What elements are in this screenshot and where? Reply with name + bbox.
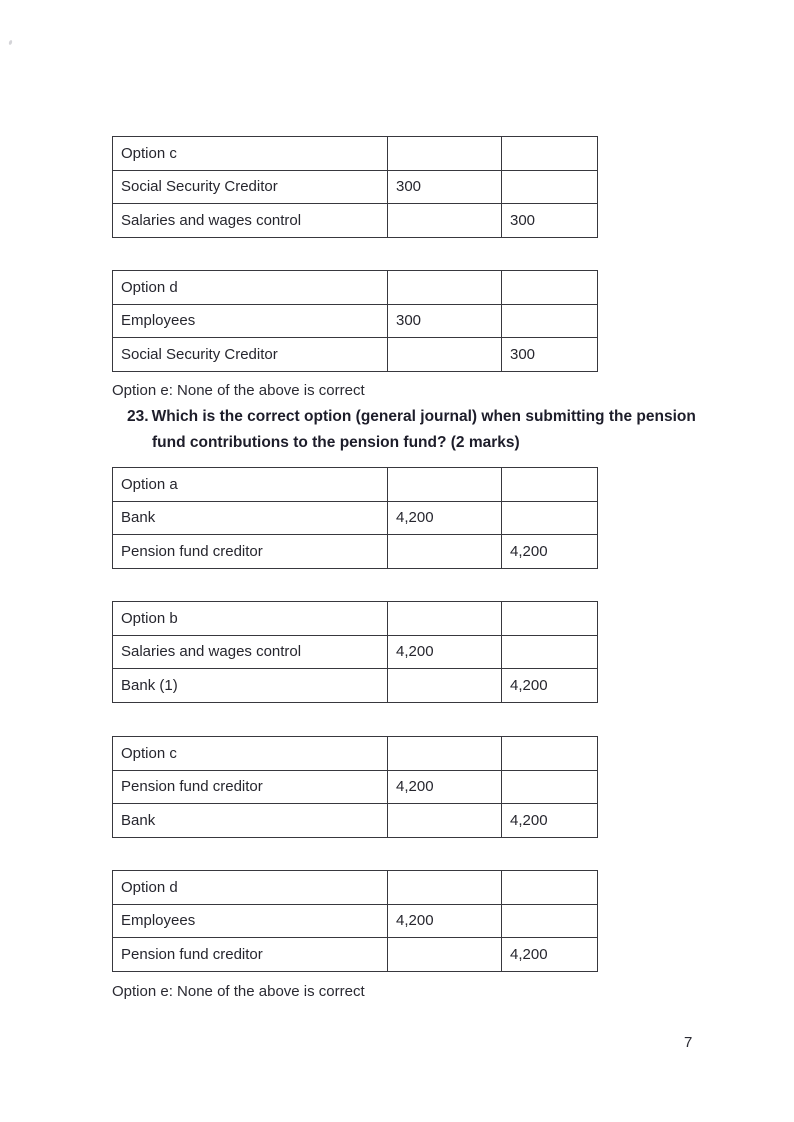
question-23-line1 <box>127 408 696 426</box>
account-cell: Employees <box>113 904 388 938</box>
table-row <box>113 271 598 305</box>
credit-cell: 4,200 <box>502 804 598 838</box>
table-row <box>113 468 598 502</box>
table-row <box>113 137 598 171</box>
account-cell: Social Security Creditor <box>113 338 388 372</box>
table-1-option-c <box>112 136 598 238</box>
credit-cell <box>502 904 598 938</box>
credit-cell: 4,200 <box>502 669 598 703</box>
credit-cell <box>502 271 598 305</box>
debit-cell <box>388 602 502 636</box>
account-cell: Bank <box>113 501 388 535</box>
credit-cell: 300 <box>502 338 598 372</box>
credit-cell <box>502 137 598 171</box>
option-e-text: Option e: None of the above is correct <box>112 983 365 1000</box>
table-row <box>113 501 598 535</box>
question-number: 23. <box>127 408 149 425</box>
table-row <box>113 871 598 905</box>
credit-cell <box>502 635 598 669</box>
table-row <box>113 635 598 669</box>
page-number: 7 <box>684 1034 693 1051</box>
account-cell: Pension fund creditor <box>113 938 388 972</box>
option-header-cell: Option c <box>113 137 388 171</box>
debit-cell: 300 <box>388 304 502 338</box>
credit-cell <box>502 304 598 338</box>
credit-cell <box>502 737 598 771</box>
debit-cell <box>388 204 502 238</box>
debit-cell <box>388 669 502 703</box>
debit-cell <box>388 871 502 905</box>
table-row <box>113 737 598 771</box>
debit-cell <box>388 804 502 838</box>
credit-cell: 300 <box>502 204 598 238</box>
credit-cell: 4,200 <box>502 938 598 972</box>
table-6-option-d <box>112 870 598 972</box>
option-header-cell: Option d <box>113 271 388 305</box>
debit-cell <box>388 338 502 372</box>
option-e-text: Option e: None of the above is correct <box>112 382 365 399</box>
option-header-cell: Option b <box>113 602 388 636</box>
account-cell: Pension fund creditor <box>113 535 388 569</box>
account-cell: Bank <box>113 804 388 838</box>
question-23-line2: fund contributions to the pension fund? (2 marks) <box>152 434 520 451</box>
table-4-option-b <box>112 601 598 703</box>
table-2-option-d <box>112 270 598 372</box>
credit-cell <box>502 501 598 535</box>
debit-cell <box>388 271 502 305</box>
table-row <box>113 204 598 238</box>
account-cell: Employees <box>113 304 388 338</box>
credit-cell <box>502 871 598 905</box>
account-cell: Bank (1) <box>113 669 388 703</box>
table-3-option-a <box>112 467 598 569</box>
table-row <box>113 938 598 972</box>
scan-artifact <box>8 40 13 46</box>
debit-cell <box>388 535 502 569</box>
option-header-cell: Option c <box>113 737 388 771</box>
table-row <box>113 904 598 938</box>
credit-cell: 4,200 <box>502 535 598 569</box>
debit-cell: 4,200 <box>388 635 502 669</box>
debit-cell: 4,200 <box>388 904 502 938</box>
debit-cell <box>388 938 502 972</box>
option-header-cell: Option d <box>113 871 388 905</box>
debit-cell: 300 <box>388 170 502 204</box>
credit-cell <box>502 468 598 502</box>
table-row <box>113 170 598 204</box>
debit-cell <box>388 737 502 771</box>
account-cell: Pension fund creditor <box>113 770 388 804</box>
debit-cell <box>388 137 502 171</box>
table-row <box>113 602 598 636</box>
credit-cell <box>502 170 598 204</box>
table-row <box>113 304 598 338</box>
option-header-cell: Option a <box>113 468 388 502</box>
table-row <box>113 338 598 372</box>
question-text: Which is the correct option (general journal) when submitting the pension <box>151 408 696 425</box>
account-cell: Social Security Creditor <box>113 170 388 204</box>
debit-cell: 4,200 <box>388 770 502 804</box>
table-row <box>113 804 598 838</box>
table-5-option-c <box>112 736 598 838</box>
credit-cell <box>502 602 598 636</box>
table-row <box>113 770 598 804</box>
account-cell: Salaries and wages control <box>113 635 388 669</box>
table-row <box>113 669 598 703</box>
table-row <box>113 535 598 569</box>
credit-cell <box>502 770 598 804</box>
account-cell: Salaries and wages control <box>113 204 388 238</box>
debit-cell <box>388 468 502 502</box>
debit-cell: 4,200 <box>388 501 502 535</box>
